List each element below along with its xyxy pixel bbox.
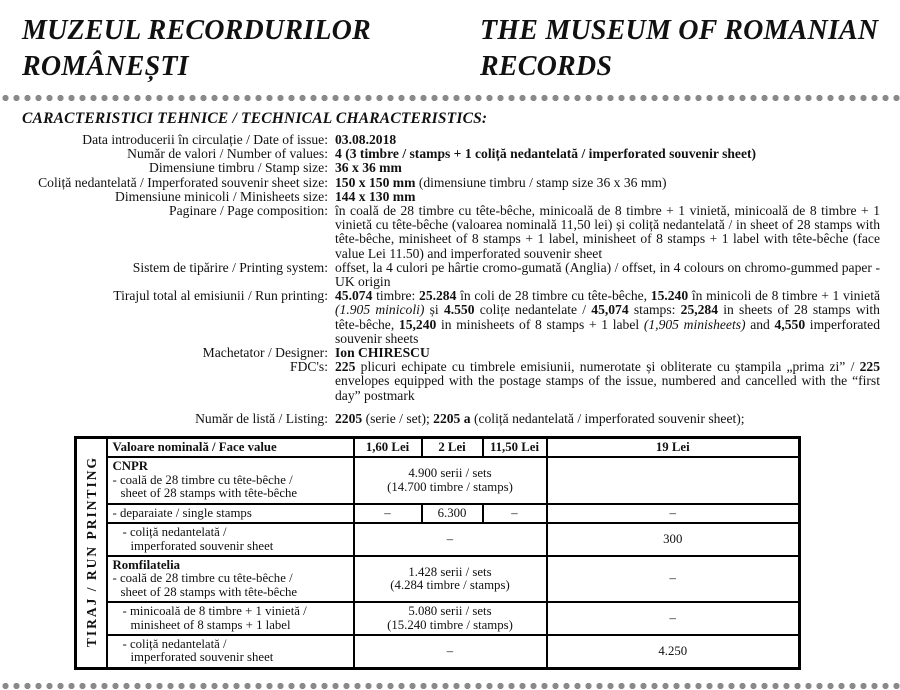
spec-designer bbox=[22, 346, 880, 360]
spec-label: Paginare / Page composition: bbox=[169, 203, 328, 219]
value-19-lei-cell: – bbox=[547, 602, 800, 635]
spec-printing-system bbox=[22, 261, 880, 289]
row-cnpr-sheet bbox=[76, 457, 800, 503]
spec-run-printing bbox=[22, 289, 880, 346]
spec-label: Machetator / Designer: bbox=[202, 345, 328, 361]
section-heading: CARACTERISTICI TEHNICE / TECHNICAL CHARACTERISTICS: bbox=[22, 110, 488, 127]
spec-date-of-issue bbox=[22, 133, 880, 147]
spec-value: 144 x 130 mm bbox=[335, 188, 416, 204]
spec-value: 150 x 150 mm (dimensiune timbru / stamp size 36 x 36 mm) bbox=[335, 174, 667, 190]
spec-label: FDC's: bbox=[290, 359, 328, 375]
col-header-11-50-lei: 11,50 Lei bbox=[483, 438, 547, 458]
spec-label: Număr de valori / Number of values: bbox=[127, 146, 328, 162]
merged-value-cell: 5.080 serii / sets (15.240 timbre / stamps) bbox=[354, 602, 547, 635]
row-cnpr-souvenir-sheet bbox=[76, 523, 800, 556]
masthead bbox=[0, 0, 900, 85]
row-romfilatelia-souvenir-sheet bbox=[76, 635, 800, 668]
table-side-label-cell bbox=[76, 438, 107, 669]
row-label: - deparaiate / single stamps bbox=[107, 504, 354, 523]
value-19-lei-cell bbox=[547, 457, 800, 503]
spec-value: offset, la 4 culori pe hârtie cromo-gumată (Anglia) / offset, in 4 colours on chromo-gummed paper - UK origin bbox=[335, 259, 880, 290]
col-header-face-value: Valoare nominală / Face value bbox=[107, 438, 354, 458]
row-label: - coliță nedantelată / imperforated souvenir sheet bbox=[107, 635, 354, 668]
spec-label: Tirajul total al emisiunii / Run printing: bbox=[113, 288, 328, 304]
row-label: Romfilatelia - coală de 28 timbre cu tête-bêche / sheet of 28 stamps with tête-bêche bbox=[107, 556, 354, 602]
merged-value-cell: – bbox=[354, 635, 547, 668]
merged-value-cell: 4.900 serii / sets (14.700 timbre / stamps) bbox=[354, 457, 547, 503]
value-19-lei-cell: 4.250 bbox=[547, 635, 800, 668]
company-name: Romfilatelia bbox=[112, 557, 181, 572]
spec-value: 2205 (serie / set); 2205 a (coliță nedantelată / imperforated souvenir sheet); bbox=[335, 410, 745, 426]
spec-number-of-values bbox=[22, 147, 880, 161]
value-19-lei-cell: – bbox=[547, 556, 800, 602]
col-header-19-lei: 19 Lei bbox=[547, 438, 800, 458]
title-romanian: MUZEUL RECORDURILOR ROMÂNEȘTI bbox=[22, 15, 371, 82]
spec-label: Dimensiune timbru / Stamp size: bbox=[149, 160, 328, 176]
dotted-separator-top bbox=[0, 94, 900, 102]
spec-stamp-size bbox=[22, 161, 880, 175]
row-label: - coliță nedantelată / imperforated souvenir sheet bbox=[107, 523, 354, 556]
spec-label: Data introducerii în circulație / Date of issue: bbox=[82, 132, 328, 147]
specs-list bbox=[22, 133, 880, 426]
spec-value: 4 (3 timbre / stamps + 1 coliță nedantelată / imperforated souvenir sheet) bbox=[335, 146, 757, 162]
spec-value: 225 plicuri echipate cu timbrele emisiunii, numerotate și obliterate cu ștampila „prima zi” / 225 envelopes equipped with the postage stamps of the issue, numbered and cancelled with the “first day” postmark bbox=[335, 359, 880, 403]
row-single-stamps bbox=[76, 504, 800, 523]
row-label: CNPR - coală de 28 timbre cu tête-bêche / sheet of 28 stamps with tête-bêche bbox=[107, 457, 354, 503]
title-english: THE MUSEUM OF ROMANIAN RECORDS bbox=[480, 15, 879, 82]
print-run-table-wrap bbox=[74, 436, 900, 670]
dotted-separator-bottom bbox=[0, 682, 900, 690]
value-19-lei-cell: 300 bbox=[547, 523, 800, 556]
spec-souvenir-sheet-size bbox=[22, 176, 880, 190]
spec-page-composition bbox=[22, 204, 880, 261]
row-minisheet bbox=[76, 602, 800, 635]
spec-value: 45.074 timbre: 25.284 în coli de 28 timbre cu tête-bêche, 15.240 în minicoli de 8 timbre + 1 vinietă (1.905 minicoli) și 4.550 colițe nedantelate / 45,074 stamps: 25,284 in sheets of 28 stamps with tête-bêche, 15,240 in minisheets of 8 stamps + 1 label (1,905 minisheets) and 4,550 imperforated souvenir sheets bbox=[335, 288, 881, 346]
value-2-lei-cell: 6.300 bbox=[422, 504, 483, 523]
spec-value: în coală de 28 timbre cu tête-bêche, minicoală de 8 timbre + 1 vinietă, minicoală de 8 timbre + 1 vinietă cu tête-bêche (valoarea nominală 11,50 lei) și coliță nedantelată / in sheet of 28 stamps with tête-bêche, minisheet of 8 stamps + 1 label, minisheet of 8 stamps + 1 label with tête-bêche (face value Lei 11.50) and imperforated souvenir sheet bbox=[335, 203, 880, 261]
spec-value: 03.08.2018 bbox=[335, 132, 397, 147]
spec-value: 36 x 36 mm bbox=[335, 160, 402, 176]
table-header-row bbox=[76, 438, 800, 458]
value-1-60-lei-cell: – bbox=[354, 504, 422, 523]
spec-minisheets-size bbox=[22, 190, 880, 204]
merged-value-cell: – bbox=[354, 523, 547, 556]
row-romfilatelia-sheet bbox=[76, 556, 800, 602]
spec-listing bbox=[22, 412, 880, 426]
value-19-lei-cell: – bbox=[547, 504, 800, 523]
print-run-table bbox=[74, 436, 801, 670]
spec-label: Număr de listă / Listing: bbox=[195, 410, 328, 426]
company-name: CNPR bbox=[112, 459, 149, 474]
merged-value-cell: 1.428 serii / sets (4.284 timbre / stamps) bbox=[354, 556, 547, 602]
table-side-label: TIRAJ / RUN PRINTING bbox=[83, 455, 99, 647]
spec-label: Sistem de tipărire / Printing system: bbox=[132, 259, 328, 275]
col-header-1-60-lei: 1,60 Lei bbox=[354, 438, 422, 458]
spec-label: Coliță nedantelată / Imperforated souvenir sheet size: bbox=[38, 174, 328, 190]
spec-label: Dimensiune minicoli / Minisheets size: bbox=[115, 188, 328, 204]
col-header-2-lei: 2 Lei bbox=[422, 438, 483, 458]
spec-fdc bbox=[22, 360, 880, 403]
value-11-50-lei-cell: – bbox=[483, 504, 547, 523]
row-label: - minicoală de 8 timbre + 1 vinietă / minisheet of 8 stamps + 1 label bbox=[107, 602, 354, 635]
spec-value: Ion CHIRESCU bbox=[335, 345, 430, 361]
